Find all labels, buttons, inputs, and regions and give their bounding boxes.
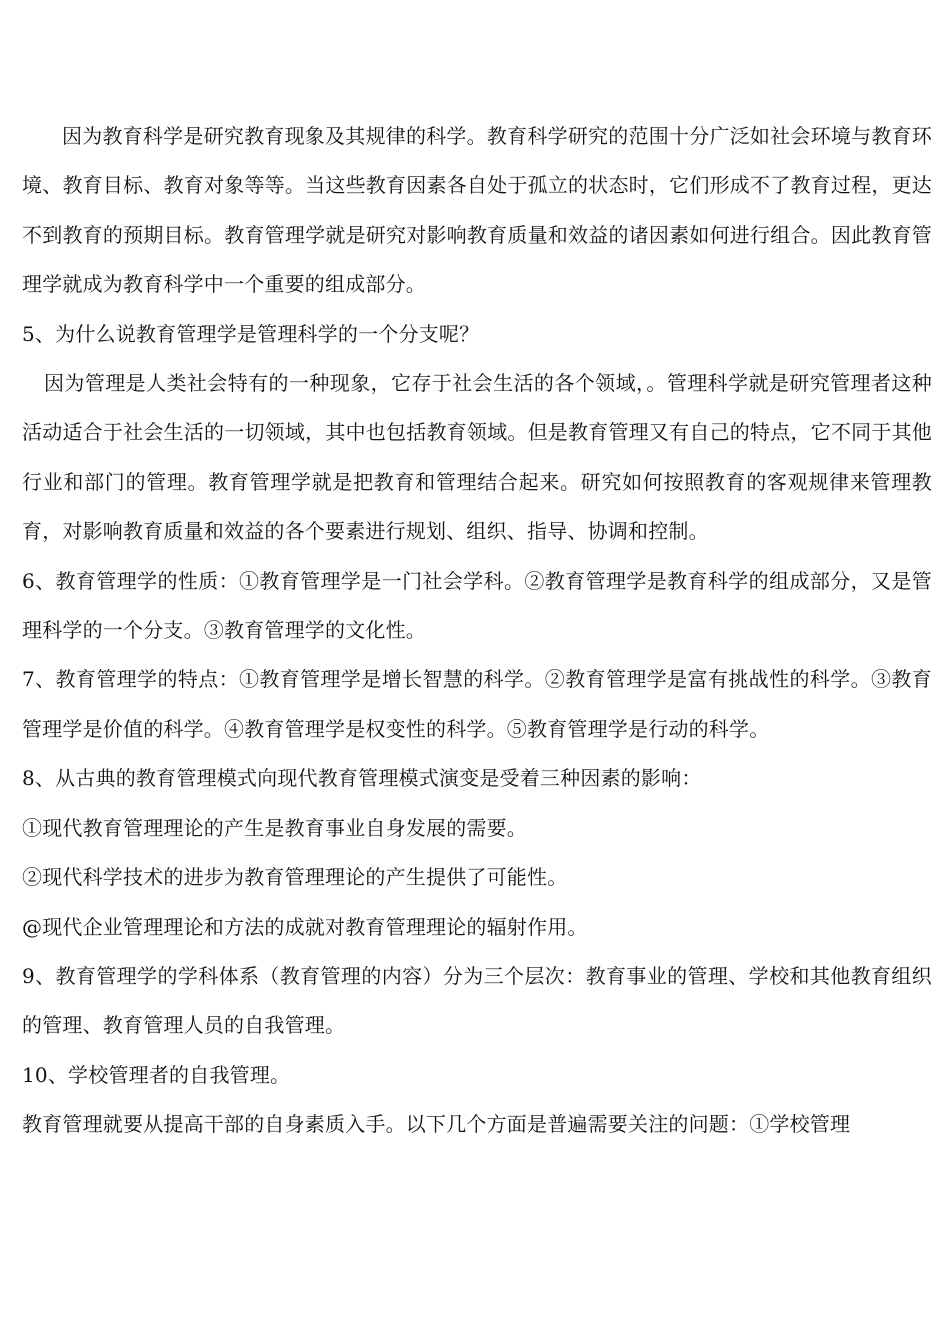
item-9-discipline-system: 9、教育管理学的学科体系（教育管理的内容）分为三个层次：教育事业的管理、学校和其他教育组织的管理、教育管理人员的自我管理。 (22, 963, 932, 1038)
question-5-heading: 5、为什么说教育管理学是管理科学的一个分支呢？ (22, 321, 480, 346)
paragraph-management-science: 因为管理是人类社会特有的一种现象，它存于社会生活的各个领域，。管理科学就是研究管理者这种活动适合于社会生活的一切领域，其中也包括教育领域。但是教育管理又有自己的特点，它不同于其他行业和部门的管理。教育管理学就是把教育和管理结合起来。研究如何按照教育的客观规律来管理教育，对影响教育质量和效益的各个要素进行规划、组织、指导、协调和控制。 (22, 371, 932, 544)
item-8-factor-3: @现代企业管理理论和方法的成就对教育管理理论的辐射作用。 (22, 914, 588, 939)
item-8-factor-1: ①现代教育管理理论的产生是教育事业自身发展的需要。 (22, 815, 527, 840)
paragraph-education-science: 因为教育科学是研究教育现象及其规律的科学。教育科学研究的范围十分广泛如社会环境与教育环境、教育目标、教育对象等等。当这些教育因素各自处于孤立的状态时，它们形成不了教育过程，更达不到教育的预期目标。教育管理学就是研究对影响教育质量和效益的诸因素如何进行组合。因此教育管理学就成为教育科学中一个重要的组成部分。 (22, 124, 932, 297)
paragraph-self-management: 教育管理就要从提高干部的自身素质入手。以下几个方面是普遍需要关注的问题：①学校管理 (22, 1112, 851, 1137)
item-6-nature: 6、教育管理学的性质：①教育管理学是一门社会学科。②教育管理学是教育科学的组成部分，又是管理科学的一个分支。③教育管理学的文化性。 (22, 568, 932, 643)
item-8-factors-heading: 8、从古典的教育管理模式向现代教育管理模式演变是受着三种因素的影响： (22, 766, 702, 791)
item-7-features: 7、教育管理学的特点：①教育管理学是增长智慧的科学。②教育管理学是富有挑战性的科学。③教育管理学是价值的科学。④教育管理学是权变性的科学。⑤教育管理学是行动的科学。 (22, 667, 932, 741)
item-10-heading: 10、学校管理者的自我管理。 (22, 1062, 291, 1087)
item-8-factor-2: ②现代科学技术的进步为教育管理理论的产生提供了可能性。 (22, 865, 568, 890)
document-body (22, 112, 932, 1150)
